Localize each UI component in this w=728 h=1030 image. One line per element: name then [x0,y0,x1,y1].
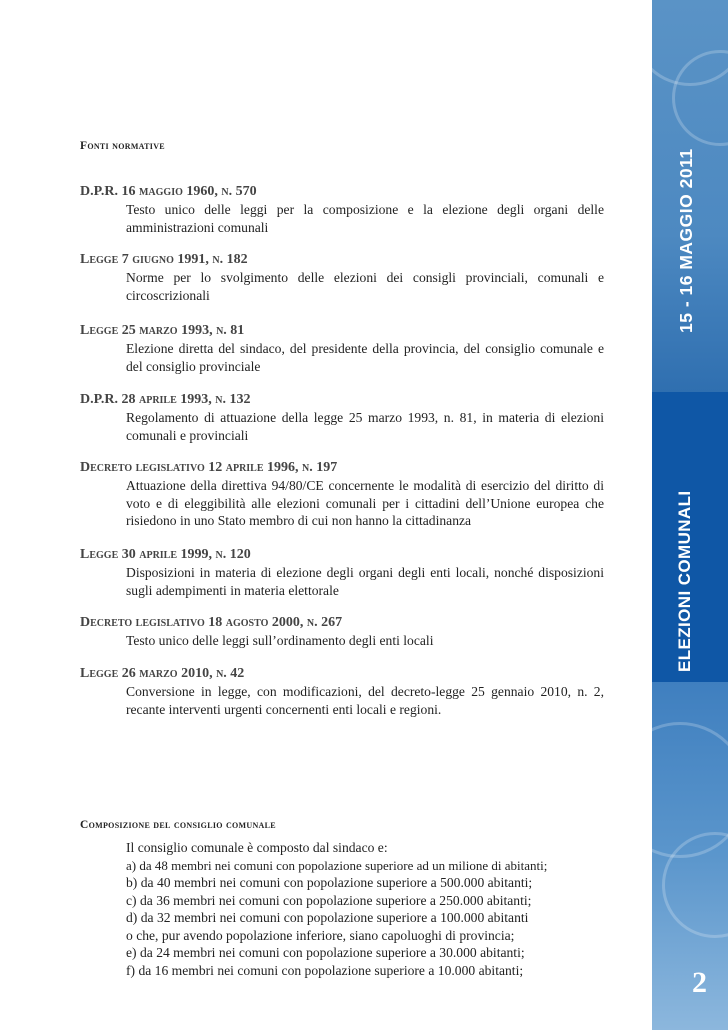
law-entry [80,322,604,375]
law-description: Attuazione della direttiva 94/80/CE concernente le modalità di esercizio del diritto di voto e di eleggibilità alle elezioni comunali per i cittadini dell’Unione europea che risiedono in uno Stato membro di cui non hanno la cittadinanza [126,478,604,528]
law-description: Norme per lo svolgimento delle elezioni dei consigli provinciali, comunali e circoscrizionali [126,270,604,303]
law-description: Elezione diretta del sindaco, del presidente della provincia, del consiglio comunale e del consiglio provinciale [126,341,604,374]
composizione-line: a) da 48 membri nei comuni con popolazione superiore ad un milione di abitanti; [126,857,548,873]
composizione-line: e) da 24 membri nei comuni con popolazione superiore a 30.000 abitanti; [126,945,525,960]
composizione-line: c) da 36 membri nei comuni con popolazione superiore a 250.000 abitanti; [126,892,532,908]
section-heading-composizione: Composizione del consiglio comunale [80,819,276,831]
sidebar-date: 15 - 16 MAGGIO 2011 [676,148,696,333]
composizione-line: o che, pur avendo popolazione inferiore, siano capoluoghi di provincia; [126,927,515,943]
law-description: Testo unico delle leggi per la composizione e la elezione degli organi delle amministrazioni comunali [126,202,604,235]
composizione-line: Il consiglio comunale è composto dal sindaco e: [126,840,388,855]
law-entry [80,391,604,444]
law-title: Legge 7 giugno 1991, n. 182 [80,252,248,267]
law-entry [80,614,604,650]
law-description: Disposizioni in materia di elezione degli organi degli enti locali, nonché disposizioni sugli adempimenti in materia elettorale [126,565,604,598]
law-description: Regolamento di attuazione della legge 25 marzo 1993, n. 81, in materia di elezioni comunali e provinciali [126,410,604,443]
law-description: Conversione in legge, con modificazioni, del decreto-legge 25 gennaio 2010, n. 2, recante interventi urgenti concernenti enti locali e regioni. [126,684,604,717]
page-number: 2 [692,966,707,999]
law-title: Legge 25 marzo 1993, n. 81 [80,323,245,338]
law-title: Legge 26 marzo 2010, n. 42 [80,666,245,681]
composizione-text [126,839,604,979]
law-title: Decreto legislativo 12 aprile 1996, n. 197 [80,460,338,475]
law-title: Decreto legislativo 18 agosto 2000, n. 267 [80,615,343,630]
composizione-line: d) da 32 membri nei comuni con popolazione superiore a 100.000 abitanti [126,910,529,925]
sidebar-title: ELEZIONI COMUNALI [675,490,694,672]
law-entry [80,665,604,718]
composizione-line: b) da 40 membri nei comuni con popolazione superiore a 500.000 abitanti; [126,875,533,890]
composizione-line: f) da 16 membri nei comuni con popolazione superiore a 10.000 abitanti; [126,962,524,978]
law-description: Testo unico delle leggi sull’ordinamento degli enti locali [126,633,434,648]
law-title: D.P.R. 28 aprile 1993, n. 132 [80,392,251,407]
law-entry [80,183,604,236]
law-entry [80,546,604,599]
section-heading-fonti-normative: Fonti normative [80,140,165,152]
sidebar-bottom-block [652,682,728,1030]
law-entry [80,459,604,530]
law-title: D.P.R. 16 maggio 1960, n. 570 [80,184,257,199]
law-entry [80,251,604,304]
law-title: Legge 30 aprile 1999, n. 120 [80,547,251,562]
